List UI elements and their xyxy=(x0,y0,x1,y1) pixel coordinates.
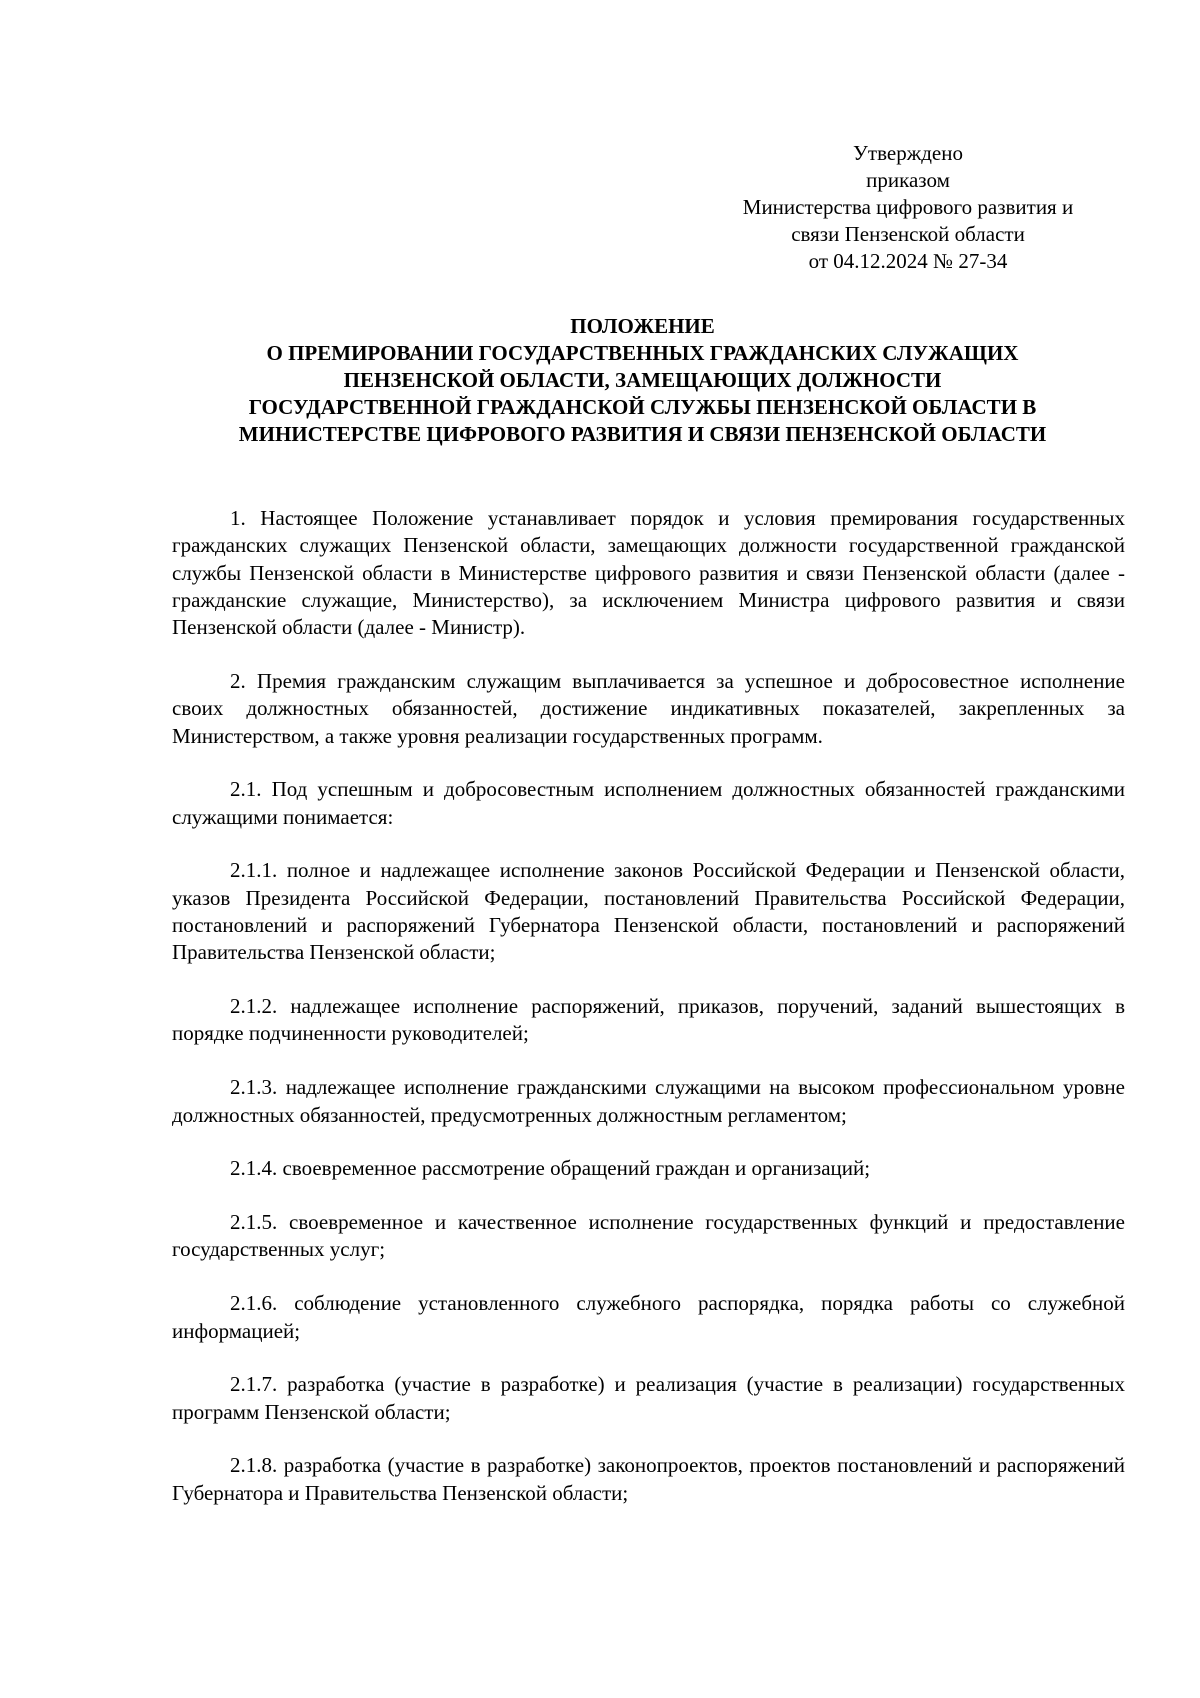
title-line: МИНИСТЕРСТВЕ ЦИФРОВОГО РАЗВИТИЯ И СВЯЗИ ПЕНЗЕНСКОЙ ОБЛАСТИ xyxy=(238,422,1047,446)
paragraph-1: 1. Настоящее Положение устанавливает порядок и условия премирования государственных гражданских служащих Пензенской области, замещающих должности государственной гражданской службы Пензенской области в Министерстве цифрового развития и связи Пензенской области (далее - гражданские служащие, Министерство), за исключением Министра цифрового развития и связи Пензенской области (далее - Министр). xyxy=(172,506,1125,640)
paragraph-2-1-5: 2.1.5. своевременное и качественное исполнение государственных функций и предоставление государственных услуг; xyxy=(172,1210,1125,1262)
paragraph-2-1-6: 2.1.6. соблюдение установленного служебного распорядка, порядка работы со служебной информацией; xyxy=(172,1291,1125,1343)
paragraph-2-1-1: 2.1.1. полное и надлежащее исполнение законов Российской Федерации и Пензенской области, указов Президента Российской Федерации, постановлений Правительства Российской Федерации, постановлений и распоряжений Губернатора Пензенской области, постановлений и распоряжений Правительства Пензенской области; xyxy=(172,858,1125,965)
title-line: ГОСУДАРСТВЕННОЙ ГРАЖДАНСКОЙ СЛУЖБЫ ПЕНЗЕНСКОЙ ОБЛАСТИ В xyxy=(248,395,1037,419)
approval-block xyxy=(718,140,1098,275)
paragraph-2-1-4: 2.1.4. своевременное рассмотрение обращений граждан и организаций; xyxy=(230,1156,871,1181)
paragraph-2: 2. Премия гражданским служащим выплачивается за успешное и добросовестное исполнение своих должностных обязанностей, достижение индикативных показателей, закрепленных за Министерством, а также уровня реализации государственных программ. xyxy=(172,668,1125,748)
approval-line: Министерства цифрового развития и xyxy=(742,195,1074,219)
approval-line: от 04.12.2024 № 27-34 xyxy=(808,249,1008,273)
title-line: ПОЛОЖЕНИЕ xyxy=(570,314,715,338)
document-title xyxy=(160,313,1125,448)
approval-line: приказом xyxy=(866,168,950,192)
paragraph-2-1-2: 2.1.2. надлежащее исполнение распоряжений, приказов, поручений, заданий вышестоящих в порядке подчиненности руководителей; xyxy=(172,994,1125,1046)
paragraph-2-1-7: 2.1.7. разработка (участие в разработке) и реализация (участие в реализации) государственных программ Пензенской области; xyxy=(172,1372,1125,1424)
paragraph-2-1-3: 2.1.3. надлежащее исполнение гражданскими служащими на высоком профессиональном уровне должностных обязанностей, предусмотренных должностным регламентом; xyxy=(172,1075,1125,1127)
approval-line: Утверждено xyxy=(853,141,963,165)
paragraph-2-1: 2.1. Под успешным и добросовестным исполнением должностных обязанностей гражданскими служащими понимается: xyxy=(172,777,1125,829)
title-line: ПЕНЗЕНСКОЙ ОБЛАСТИ, ЗАМЕЩАЮЩИХ ДОЛЖНОСТИ xyxy=(343,368,942,392)
approval-line: связи Пензенской области xyxy=(791,222,1025,246)
title-line: О ПРЕМИРОВАНИИ ГОСУДАРСТВЕННЫХ ГРАЖДАНСКИХ СЛУЖАЩИХ xyxy=(266,341,1019,365)
paragraph-2-1-8: 2.1.8. разработка (участие в разработке) законопроектов, проектов постановлений и распоряжений Губернатора и Правительства Пензенской области; xyxy=(172,1453,1125,1505)
document-body xyxy=(172,505,1125,1534)
